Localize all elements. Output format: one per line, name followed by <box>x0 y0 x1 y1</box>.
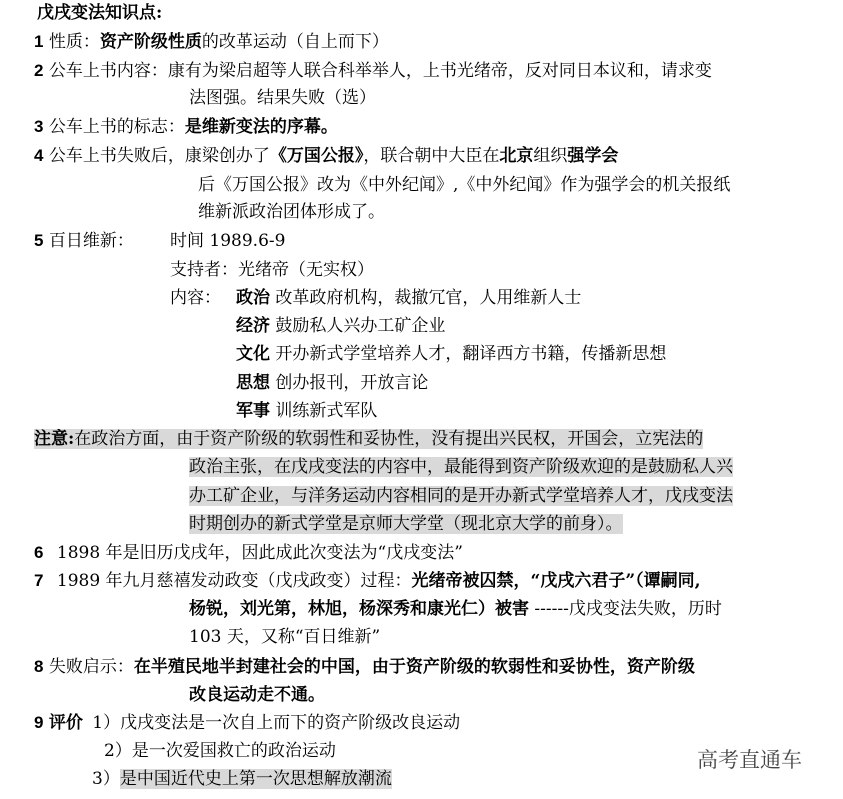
item-8-label: 失败启示： <box>48 657 134 677</box>
reform-value: 开办新式学堂培养人才，翻译西方书籍，传播新思想 <box>275 344 667 364</box>
note-text: 办工矿企业，与洋务运动内容相同的是开办新式学堂培养人才，戊戌变法 <box>189 486 733 506</box>
note-text: 时期创办的新式学堂是京师大学堂（现北京大学的前身）。 <box>189 514 623 534</box>
note-text: 在政治方面，由于资产阶级的软弱性和妥协性，没有提出兴民权，开国会，立宪法的 <box>74 429 704 449</box>
item-5-label: 百日维新： <box>48 231 134 251</box>
item-5-time: 时间 1989.6-9 <box>170 231 286 251</box>
item-number: 4 <box>34 146 44 165</box>
item-5-supporter: 支持者：光绪帝（无实权） <box>170 260 374 280</box>
reform-value: 创办报刊，开放言论 <box>275 373 429 393</box>
item-number: 2 <box>34 61 44 80</box>
item-number: 1 <box>34 32 44 51</box>
item-4-text: ，联合朝中大臣在 <box>363 146 500 166</box>
note-line-1 <box>34 428 703 450</box>
note-line-3 <box>189 485 733 507</box>
item-7-text: 1989 年九月慈禧发动政变（戊戌政变）过程： <box>56 571 412 591</box>
item-8-line-2: 改良运动走不通。 <box>189 685 325 705</box>
item-7-line-2 <box>189 598 722 620</box>
note-line-4 <box>189 513 623 535</box>
item-number: 3 <box>34 117 44 136</box>
watermark: 高考直通车 <box>697 748 802 772</box>
item-4-bold-society: 强学会 <box>567 146 619 166</box>
item-3-label: 公车上书的标志： <box>48 117 185 137</box>
item-4-text: 公车上书失败后，康梁创办了 <box>48 146 270 166</box>
reform-key: 思想 <box>236 373 270 393</box>
item-4-text: 组织 <box>533 146 568 166</box>
item-number: 9 <box>34 713 44 732</box>
reform-value: 改革政府机构，裁撤冗官，人用维新人士 <box>275 288 582 308</box>
reform-row <box>236 287 581 309</box>
reform-row <box>236 400 377 422</box>
item-4-line-2: 后《万国公报》改为《中外纪闻》,《中外纪闻》作为强学会的机关报纸 <box>198 175 731 195</box>
page-title: 戊戌变法知识点: <box>37 3 163 23</box>
item-2-line-1 <box>34 60 712 82</box>
item-1-label: 性质： <box>48 32 100 52</box>
item-2-text: 公车上书内容：康有为梁启超等人联合科举举人，上书光绪帝，反对同日本议和，请求变 <box>48 61 712 81</box>
reform-key: 政治 <box>236 288 270 308</box>
item-9-point-3 <box>92 768 392 790</box>
item-5-content-label: 内容： <box>170 288 221 308</box>
item-1-rest: 的改革运动（自上而下） <box>201 32 389 52</box>
item-number: 6 <box>34 543 44 562</box>
reform-value: 训练新式军队 <box>275 401 378 421</box>
item-9-point-text: 是中国近代史上第一次思想解放潮流 <box>119 769 392 789</box>
item-6-text: 1898 年是旧历戊戌年，因此成此次变法为“戊戌变法” <box>56 543 463 563</box>
reform-value: 鼓励私人兴办工矿企业 <box>275 316 446 336</box>
item-9-point-2: 2）是一次爱国救亡的政治运动 <box>104 741 336 761</box>
item-4-line-3: 维新派政治团体形成了。 <box>198 202 385 222</box>
item-4-bold-newspaper: 《万国公报》 <box>269 146 364 166</box>
item-4-bold-city: 北京 <box>499 146 534 166</box>
reform-row <box>236 372 428 394</box>
item-1 <box>34 31 389 53</box>
item-9-point-prefix: 3） <box>92 769 120 789</box>
note-text: 政治主张，在戊戌变法的内容中，最能得到资产阶级欢迎的是鼓励私人兴 <box>189 457 733 477</box>
item-7-line-3: 103 天，又称“百日维新” <box>189 627 381 647</box>
item-number: 8 <box>34 657 44 676</box>
item-number: 7 <box>34 571 44 590</box>
item-5-line-1 <box>34 230 134 252</box>
item-number: 5 <box>34 231 44 250</box>
item-4-line-1 <box>34 145 618 167</box>
item-8-line-1 <box>34 656 695 678</box>
item-3 <box>34 116 338 138</box>
item-1-bold: 资产阶级性质 <box>99 32 202 52</box>
item-7-bold: 杨锐，刘光第，林旭，杨深秀和康光仁）被害 <box>189 599 529 619</box>
note-line-2 <box>189 456 733 478</box>
item-7-text: ------戊戌变法失败，历时 <box>529 599 722 619</box>
item-9-point: 1）戊戌变法是一次自上而下的资产阶级改良运动 <box>92 713 461 733</box>
note-label: 注意: <box>34 429 75 449</box>
reform-row <box>236 315 445 337</box>
reform-key: 经济 <box>236 316 270 336</box>
item-7-bold: 光绪帝被囚禁，“戊戌六君子”（谭嗣同, <box>411 571 701 591</box>
item-9-label: 评价 <box>48 713 83 733</box>
item-2-line-2: 法图强。结果失败（选） <box>189 88 376 108</box>
item-9-line-1 <box>34 712 460 734</box>
item-7-line-1 <box>34 570 701 592</box>
item-6 <box>34 542 463 564</box>
item-3-bold: 是维新变法的序幕。 <box>184 117 338 137</box>
reform-key: 军事 <box>236 401 270 421</box>
reform-row <box>236 343 666 365</box>
item-8-bold: 在半殖民地半封建社会的中国，由于资产阶级的软弱性和妥协性，资产阶级 <box>133 657 695 677</box>
reform-key: 文化 <box>236 344 270 364</box>
